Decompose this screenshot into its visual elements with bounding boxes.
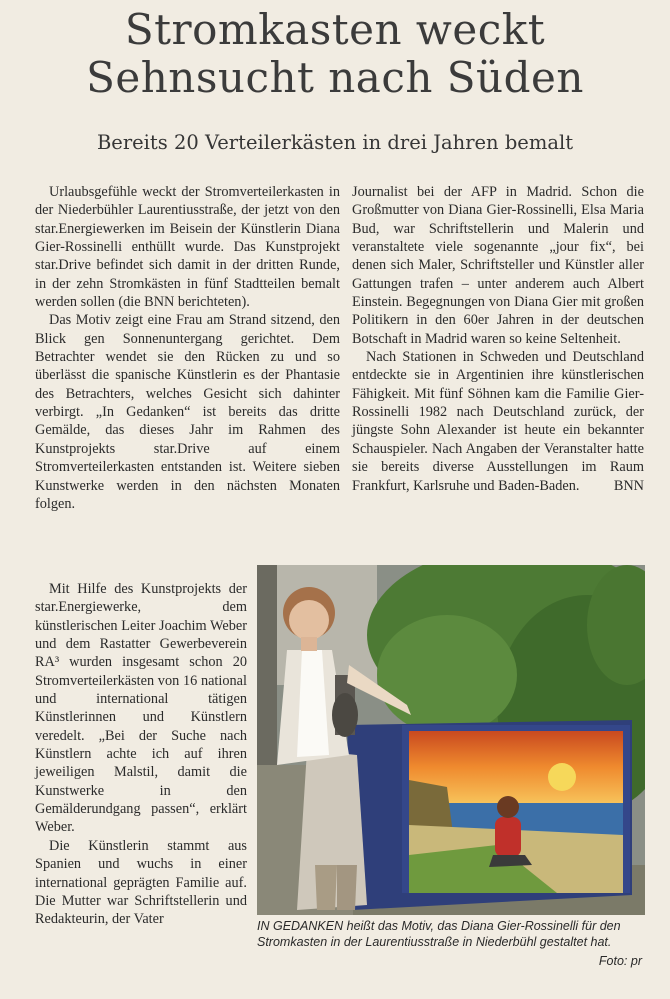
caption-lead: IN GEDANKEN [257,919,344,933]
caption-text: heißt das Motiv, das Diana Gier-Rossinelli für den Stromkasten in der Laurentiusstraße in Niederbühl gestaltet hat. [257,919,621,949]
article-paragraph-text: Nach Stationen in Schweden und Deutschland entdeckte sie in Argentinien ihre künstlerischen Fähigkeit. Mit fünf Söhnen kam die Familie Gier-Rossinelli 1982 nach Deutschland zurück, der jüngste Sohn Alexander ist heute ein bekannter Schauspieler. Nach Angaben der Veranstalter hatte sie bereits diverse Ausstellungen im Raum Frankfurt, Karlsruhe und Baden-Baden. [352,349,644,494]
headline-line-1: Stromkasten weckt [124,5,546,54]
author-signature: BNN [613,477,644,494]
photo-caption [257,919,645,950]
article-paragraph [352,348,644,495]
article-paragraph: Mit Hilfe des Kunstprojekts der star.Energiewerke, dem künstlerischen Leiter Joachim Weber und dem Rastatter Gewerbeverein RA³ wurden insgesamt schon 20 Stromverteilerkästen von 16 national und international tätigen Künstlerinnen und Künstlern veredelt. „Bei der Suche nach Künstlern achte ich auf ihren jeweiligen Malstil, damit die Kunstwerke in den Gemälderundgang passen“, erklärt Weber. [35,581,247,836]
article-column-1-narrow [35,580,247,929]
article-column-2 [352,183,644,495]
subheadline: Bereits 20 Verteilerkästen in drei Jahren bemalt [96,131,574,154]
article-photo [257,565,645,915]
article-paragraph: Das Motiv zeigt eine Frau am Strand sitzend, den Blick gen Sonnenuntergang gerichtet. Dem Betrachter wendet sie den Rücken zu und so überlässt die spanische Künstlerin es der Phantasie des Betrachters, welches Gesicht sich dahinter verbirgt. „In Gedanken“ ist bereits das dritte Gemälde, das dieses Jahr im Rahmen des Kunstprojekts star.Drive auf einem Stromverteilerkasten entstanden ist. Weitere sieben Kunstwerke werden in den nächsten Monaten folgen. [35,312,340,512]
headline [0,6,670,102]
article-paragraph: Journalist bei der AFP in Madrid. Schon die Großmutter von Diana Gier-Rossinelli, Elsa Maria Bud, war Schriftstellerin und Malerin und veranstaltete viele sogenannte „jour fix“, bei denen sich Maler, Schriftsteller und Künstler aller Gattungen trafen – unter anderem auch Albert Einstein. Begegnungen von Diana Gier mit großen Politikern in den 60er Jahren in der deutschen Botschaft in Madrid waren so keine Seltenheit. [352,184,644,347]
article-paragraph: Urlaubsgefühle weckt der Stromverteilerkasten in der Niederbühler Laurentiusstraße, der jetzt von den star.Energiewerken im Beisein der Künstlerin Diana Gier-Rossinelli enthüllt wurde. Das Kunstprojekt star.Drive befindet sich damit in der dritten Runde, in der zehn Stromkästen in fünf Stadtteilen bemalt werden sollen (die BNN berichteten). [35,184,340,311]
photo-credit: Foto: pr [598,954,642,968]
article-column-1 [35,183,340,513]
article-paragraph: Die Künstlerin stammt aus Spanien und wuchs in einer international geprägten Familie auf. Die Mutter war Schriftstellerin und Redakteurin, der Vater [35,837,247,928]
photo-illustration [257,565,645,915]
headline-line-2: Sehnsucht nach Süden [86,53,584,102]
